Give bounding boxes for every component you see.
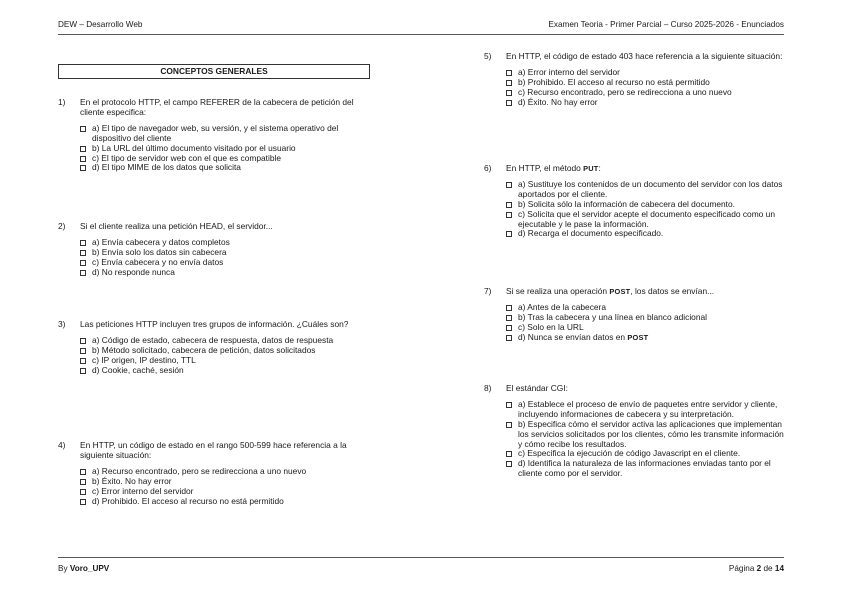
checkbox-icon[interactable] bbox=[506, 335, 512, 341]
checkbox-icon[interactable] bbox=[80, 348, 86, 354]
checkbox-icon[interactable] bbox=[80, 156, 86, 162]
question-number: 4) bbox=[58, 440, 66, 450]
option-d[interactable]: d) Recarga el documento especificado. bbox=[506, 229, 786, 239]
checkbox-icon[interactable] bbox=[506, 90, 512, 96]
checkbox-icon[interactable] bbox=[506, 80, 512, 86]
checkbox-icon[interactable] bbox=[80, 126, 86, 132]
option-b[interactable]: b) Solicita sólo la información de cabecera del documento. bbox=[506, 200, 786, 210]
option-a[interactable]: a) Antes de la cabecera bbox=[506, 303, 786, 313]
question-3 bbox=[58, 320, 368, 376]
checkbox-icon[interactable] bbox=[80, 489, 86, 495]
checkbox-icon[interactable] bbox=[80, 260, 86, 266]
options-list bbox=[506, 180, 786, 239]
section-title: CONCEPTOS GENERALES bbox=[58, 64, 370, 79]
checkbox-icon[interactable] bbox=[506, 315, 512, 321]
question-8 bbox=[484, 384, 786, 479]
option-a[interactable]: a) Establece el proceso de envío de paquetes entre servidor y cliente, incluyendo informaciones de cabecera y su interpretación. bbox=[506, 400, 786, 420]
header-course: DEW – Desarrollo Web bbox=[58, 20, 143, 29]
option-b[interactable]: b) Éxito. No hay error bbox=[80, 477, 368, 487]
checkbox-icon[interactable] bbox=[80, 240, 86, 246]
checkbox-icon[interactable] bbox=[506, 182, 512, 188]
checkbox-icon[interactable] bbox=[80, 479, 86, 485]
option-d[interactable]: d) Nunca se envían datos en POST bbox=[506, 333, 786, 343]
keyword-put: PUT bbox=[583, 164, 599, 173]
checkbox-icon[interactable] bbox=[80, 146, 86, 152]
question-6 bbox=[484, 164, 786, 239]
question-text: En el protocolo HTTP, el campo REFERER de la cabecera de petición del cliente especifica: bbox=[80, 97, 354, 117]
option-c[interactable]: c) Error interno del servidor bbox=[80, 487, 368, 497]
author-name: Voro_UPV bbox=[69, 564, 110, 574]
checkbox-icon[interactable] bbox=[506, 231, 512, 237]
question-text: Las peticiones HTTP incluyen tres grupos de información. ¿Cuáles son? bbox=[80, 319, 349, 329]
option-d[interactable]: d) El tipo MIME de los datos que solicita bbox=[80, 163, 368, 173]
option-a[interactable]: a) Envía cabecera y datos completos bbox=[80, 238, 368, 248]
option-b[interactable]: b) Envía solo los datos sin cabecera bbox=[80, 248, 368, 258]
options-list bbox=[80, 238, 368, 278]
question-7 bbox=[484, 287, 786, 343]
page-header bbox=[58, 20, 784, 35]
question-text: El estándar CGI: bbox=[506, 383, 568, 393]
page-footer bbox=[58, 557, 784, 574]
checkbox-icon[interactable] bbox=[80, 165, 86, 171]
option-b[interactable]: b) Tras la cabecera y una línea en blanco adicional bbox=[506, 313, 786, 323]
option-c[interactable]: c) Envía cabecera y no envía datos bbox=[80, 258, 368, 268]
checkbox-icon[interactable] bbox=[80, 368, 86, 374]
option-b[interactable]: b) Prohibido. El acceso al recurso no está permitido bbox=[506, 78, 786, 88]
question-number: 8) bbox=[484, 383, 492, 393]
option-c[interactable]: c) IP origen, IP destino, TTL bbox=[80, 356, 368, 366]
checkbox-icon[interactable] bbox=[80, 270, 86, 276]
options-list bbox=[80, 124, 368, 174]
checkbox-icon[interactable] bbox=[80, 469, 86, 475]
checkbox-icon[interactable] bbox=[506, 212, 512, 218]
option-d[interactable]: d) No responde nunca bbox=[80, 268, 368, 278]
question-number: 5) bbox=[484, 51, 492, 61]
question-number: 2) bbox=[58, 221, 66, 231]
question-1 bbox=[58, 98, 368, 173]
options-list bbox=[506, 400, 786, 479]
question-number: 1) bbox=[58, 97, 66, 107]
checkbox-icon[interactable] bbox=[506, 461, 512, 467]
question-5 bbox=[484, 52, 786, 108]
checkbox-icon[interactable] bbox=[506, 402, 512, 408]
checkbox-icon[interactable] bbox=[80, 338, 86, 344]
option-b[interactable]: b) Método solicitado, cabecera de petición, datos solicitados bbox=[80, 346, 368, 356]
option-a[interactable]: a) El tipo de navegador web, su versión, y el sistema operativo del dispositivo del cliente bbox=[80, 124, 368, 144]
checkbox-icon[interactable] bbox=[506, 451, 512, 457]
question-text: Si el cliente realiza una petición HEAD, el servidor... bbox=[80, 221, 273, 231]
option-b[interactable]: b) Especifica cómo el servidor activa las aplicaciones que implementan los servicios solicitados por los clientes, cómo les transmite información y cómo recibe los resultados. bbox=[506, 420, 786, 450]
question-number: 6) bbox=[484, 163, 492, 173]
question-4 bbox=[58, 441, 368, 506]
option-d[interactable]: d) Cookie, caché, sesión bbox=[80, 366, 368, 376]
question-text: En HTTP, el código de estado 403 hace referencia a la siguiente situación: bbox=[506, 51, 783, 61]
page-number: Página 2 de 14 bbox=[728, 564, 784, 574]
option-c[interactable]: c) Solo en la URL bbox=[506, 323, 786, 333]
option-b[interactable]: b) La URL del último documento visitado por el usuario bbox=[80, 144, 368, 154]
checkbox-icon[interactable] bbox=[506, 422, 512, 428]
question-number: 7) bbox=[484, 286, 492, 296]
checkbox-icon[interactable] bbox=[80, 358, 86, 364]
checkbox-icon[interactable] bbox=[506, 305, 512, 311]
footer-author: By Voro_UPV bbox=[58, 564, 110, 574]
question-2 bbox=[58, 222, 368, 278]
option-c[interactable]: c) Recurso encontrado, pero se redirecciona a uno nuevo bbox=[506, 88, 786, 98]
checkbox-icon[interactable] bbox=[506, 325, 512, 331]
options-list bbox=[80, 336, 368, 376]
question-text: En HTTP, un código de estado en el rango 500-599 hace referencia a la siguiente situación: bbox=[80, 440, 347, 460]
checkbox-icon[interactable] bbox=[506, 100, 512, 106]
keyword-post: POST bbox=[609, 287, 631, 296]
options-list bbox=[506, 303, 786, 343]
checkbox-icon[interactable] bbox=[506, 70, 512, 76]
option-a[interactable]: a) Sustituye los contenidos de un documento del servidor con los datos aportados por el cliente. bbox=[506, 180, 786, 200]
checkbox-icon[interactable] bbox=[506, 202, 512, 208]
options-list bbox=[80, 467, 368, 507]
question-text: En HTTP, el método PUT: bbox=[506, 163, 601, 173]
question-text: Si se realiza una operación POST, los datos se envían... bbox=[506, 286, 715, 296]
checkbox-icon[interactable] bbox=[80, 499, 86, 505]
option-c[interactable]: c) Solicita que el servidor acepte el documento especificado como un ejecutable y le pase la información. bbox=[506, 210, 786, 230]
option-d[interactable]: d) Prohibido. El acceso al recurso no está permitido bbox=[80, 497, 368, 507]
option-d[interactable]: d) Éxito. No hay error bbox=[506, 98, 786, 108]
option-a[interactable]: a) Código de estado, cabecera de respuesta, datos de respuesta bbox=[80, 336, 368, 346]
checkbox-icon[interactable] bbox=[80, 250, 86, 256]
header-exam: Examen Teoria - Primer Parcial – Curso 2025-2026 - Enunciados bbox=[548, 20, 784, 29]
question-number: 3) bbox=[58, 319, 66, 329]
options-list bbox=[506, 68, 786, 108]
option-c[interactable]: c) El tipo de servidor web con el que es compatible bbox=[80, 154, 368, 164]
option-a[interactable]: a) Error interno del servidor bbox=[506, 68, 786, 78]
option-c[interactable]: c) Especifica la ejecución de código Javascript en el cliente. bbox=[506, 449, 786, 459]
keyword-post: POST bbox=[627, 332, 649, 342]
option-a[interactable]: a) Recurso encontrado, pero se redirecciona a uno nuevo bbox=[80, 467, 368, 477]
option-d[interactable]: d) Identifica la naturaleza de las informaciones enviadas tanto por el cliente como por el servidor. bbox=[506, 459, 786, 479]
